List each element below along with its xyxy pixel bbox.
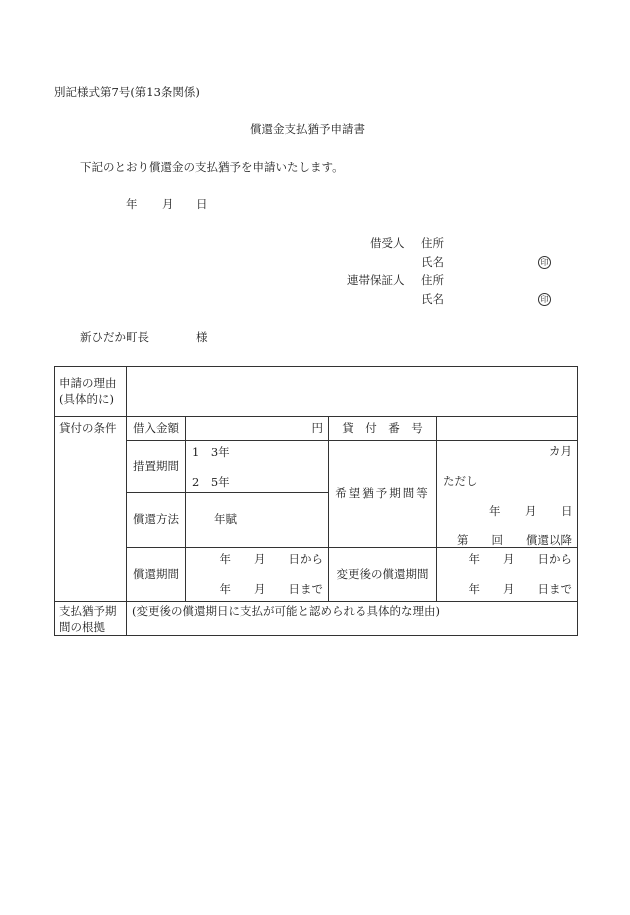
repay-period-field[interactable] xyxy=(186,548,329,602)
conditions-label: 貸付の条件 xyxy=(55,417,127,602)
months-unit: カ月 xyxy=(549,444,572,458)
loan-number-field[interactable] xyxy=(437,417,578,441)
guarantor-name-label: 氏名 xyxy=(421,292,444,306)
basis-label: 支払猶予期 間の根拠 xyxy=(55,602,127,636)
addressee-name: 新ひだか町長 xyxy=(80,330,149,344)
deferment-option-2[interactable]: 2 5年 xyxy=(192,475,230,489)
loan-number-label: 貸 付 番 号 xyxy=(329,417,437,441)
loan-amount-label: 借入金額 xyxy=(127,417,186,441)
basis-note: (変更後の償還期日に支払が可能と認められる具体的な理由) xyxy=(132,604,440,618)
addressee-honorific: 様 xyxy=(196,330,208,344)
repay-method-field[interactable]: 年賦 xyxy=(186,493,329,548)
repay-period-from: 年 月 日から xyxy=(219,552,323,566)
proviso-date: 年 xyxy=(489,504,501,518)
borrower-name-label: 氏名 xyxy=(421,255,444,269)
desired-period-label: 希望猶予期間等 xyxy=(329,441,437,548)
desired-period-field[interactable] xyxy=(437,441,578,548)
reason-label: 申請の理由 (具体的に) xyxy=(55,367,127,417)
date-month: 月 xyxy=(162,197,174,211)
deferment-option-1[interactable]: 1 3年 xyxy=(192,445,230,459)
document-title: 償還金支払猶予申請書 xyxy=(250,122,365,136)
borrower-seal: 印 xyxy=(538,256,551,269)
changed-period-to: 年 月 日まで xyxy=(468,582,572,596)
borrower-address-label: 住所 xyxy=(421,236,444,250)
loan-amount-field[interactable]: 円 xyxy=(186,417,329,441)
borrower-label: 借受人 xyxy=(370,236,405,250)
deferment-label: 措置期間 xyxy=(127,441,186,493)
date-day: 日 xyxy=(196,197,208,211)
repay-period-label: 償還期間 xyxy=(127,548,186,602)
guarantor-label: 連帯保証人 xyxy=(347,273,405,287)
guarantor-address-label: 住所 xyxy=(421,273,444,287)
repay-period-to: 年 月 日まで xyxy=(219,582,323,596)
changed-period-field[interactable] xyxy=(437,548,578,602)
changed-period-from: 年 月 日から xyxy=(468,552,572,566)
changed-period-label: 変更後の償還期間 xyxy=(329,548,437,602)
deferment-options[interactable] xyxy=(186,441,329,493)
application-table xyxy=(54,366,578,636)
basis-field[interactable] xyxy=(127,602,578,636)
intro-text: 下記のとおり償還金の支払猶予を申請いたします。 xyxy=(80,160,344,174)
round-text: 第 回 償還以降 xyxy=(457,533,572,547)
proviso-date-day: 日 xyxy=(561,504,573,518)
date-year: 年 xyxy=(126,197,138,211)
proviso-text: ただし xyxy=(443,474,478,488)
reason-field[interactable] xyxy=(127,367,578,417)
guarantor-seal: 印 xyxy=(538,293,551,306)
form-number: 別記様式第7号(第13条関係) xyxy=(54,85,200,99)
repay-method-label: 償還方法 xyxy=(127,493,186,548)
proviso-date-month: 月 xyxy=(525,504,537,518)
